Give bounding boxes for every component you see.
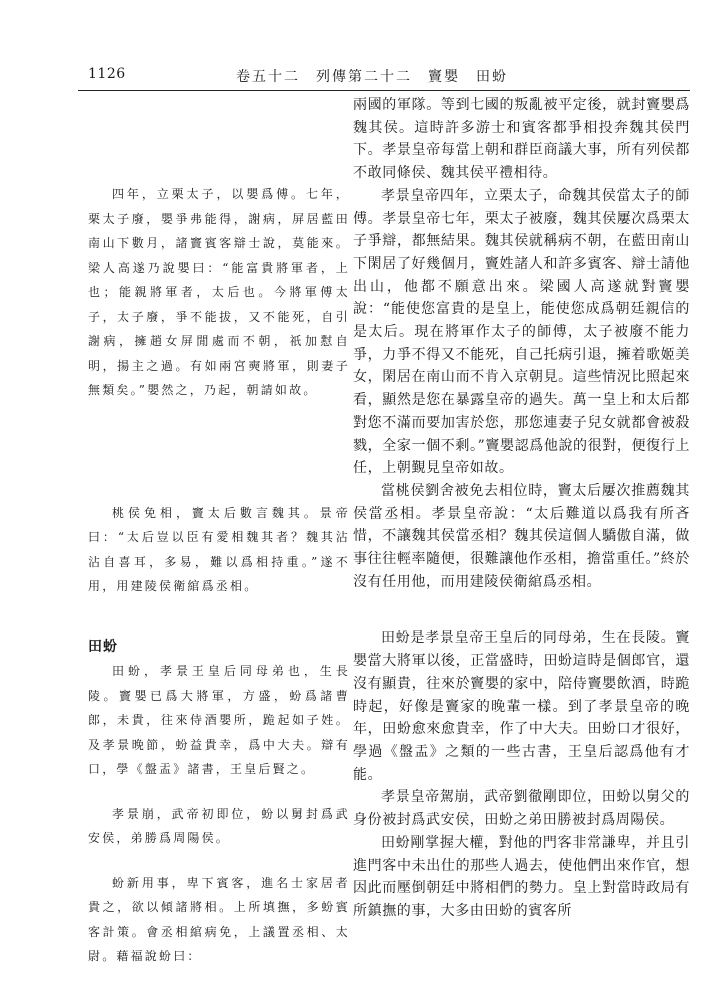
translation-paragraph: 當桃侯劉舍被免去相位時，竇太后屢次推薦魏其侯當丞相。孝景皇帝說：“太后難道以爲我有所吝惜，不讓魏其侯當丞相？魏其侯這個人驕傲自滿，做事往往輕率隨便，很難讓他作丞相，擔當重任。”終於沒有任用他，而用建陵侯衛綰爲丞相。	[353, 482, 690, 590]
translation-paragraph: 田蚡剛掌握大權，對他的門客非常謙卑，并且引進門客中未出仕的那些人過去，使他們出來作官，想因此而壓倒朝廷中將相們的勢力。皇上對當時政局有所鎮撫的事，大多由田蚡的賓客所	[353, 834, 690, 919]
classical-paragraph: 田蚡，孝景王皇后同母弟也，生長陵。竇嬰已爲大將軍，方盛，蚡爲諸曹郎，未貴，往來侍酒嬰所，跪起如子姓。及孝景晚節，蚡益貴幸，爲中大夫。辯有口，學《盤盂》諸書，王皇后賢之。	[88, 664, 350, 776]
classical-paragraph: 孝景崩，武帝初即位，蚡以舅封爲武安侯，弟勝爲周陽侯。	[88, 806, 350, 845]
translation-paragraph: 孝景皇帝駕崩，武帝劉徹剛即位，田蚡以舅父的身份被封爲武安侯，田蚡之弟田勝被封爲周陽侯。	[353, 789, 690, 829]
translation-column	[353, 94, 690, 923]
section-title: 田蚡	[88, 638, 118, 655]
classical-paragraph: 四年，立栗太子，以嬰爲傅。七年，栗太子廢，嬰爭弗能得，謝病，屏居藍田南山下數月，諸竇賓客辯士說，莫能來。梁人高遂乃說嬰曰：“能富貴將軍者，上也；能親將軍者，太后也。今將軍傅太子，太子廢，爭不能拔，又不能死，自引謝病，擁趙女屏閒處而不朝，祇加懟自明，揚主之過。有如兩宮奭將軍，則妻子無類矣。”嬰然之，乃起，朝請如故。	[88, 187, 350, 397]
running-head: 卷五十二 列傳第二十二 竇嬰 田蚡	[236, 69, 508, 85]
translation-paragraph: 田蚡是孝景皇帝王皇后的同母弟，生在長陵。竇嬰當大將軍以後，正當盛時，田蚡這時是個郎官，還沒有顯貴，往來於竇嬰的家中，陪侍竇嬰飲酒，時跪時起，好像是竇家的晚輩一樣。到了孝景皇帝的晚年，田蚡愈來愈貴幸，作了中大夫。田蚡口才很好，學過《盤盂》之類的一些古書，王皇后認爲他有才能。	[353, 630, 690, 783]
classical-paragraph: 蚡新用事，卑下賓客，進名士家居者貴之，欲以傾諸將相。上所填撫，多蚡賓客計策。會丞相綰病免，上議置丞相、太尉。藉福說蚡曰：	[88, 875, 350, 963]
classical-text-column	[88, 100, 350, 969]
translation-paragraph: 孝景皇帝四年，立栗太子，命魏其侯當太子的師傅。孝景皇帝七年，栗太子被廢，魏其侯屢次爲栗太子爭辯，都無結果。魏其侯就稱病不朝，在藍田南山下閑居了好幾個月，竇姓諸人和許多賓客、辯士請他出山，他都不願意出來。梁國人高遂就對竇嬰說：“能使您富貴的是皇上，能使您成爲朝廷親信的是太后。現在將軍作太子的師傅，太子被廢不能力爭，力爭不得又不能死，自己托病引退，擁着歌姬美女，閑居在南山而不肯入京朝見。這些情況比照起來看，顯然是您在暴露皇帝的過失。萬一皇上和太后都對您不滿而要加害於您，那您連妻子兒女就都會被殺戮，全家一個不剩。”竇嬰認爲他說的很對，便復行上任，上朝覲見皇帝如故。	[353, 187, 690, 477]
page-header	[88, 64, 688, 86]
classical-paragraph: 桃侯免相，竇太后數言魏其。景帝曰：“太后豈以臣有愛相魏其者？魏其沾沾自喜耳，多易，難以爲相持重。”遂不用，用建陵侯衛綰爲丞相。	[88, 505, 350, 593]
translation-paragraph: 兩國的軍隊。等到七國的叛亂被平定後，就封竇嬰爲魏其侯。這時許多游士和賓客都爭相投奔魏其侯門下。孝景皇帝每當上朝和群臣商議大事，所有列侯都不敢同條侯、魏其侯平禮相待。	[353, 97, 690, 182]
header-rule	[78, 90, 690, 91]
page-number: 1126	[88, 66, 126, 82]
